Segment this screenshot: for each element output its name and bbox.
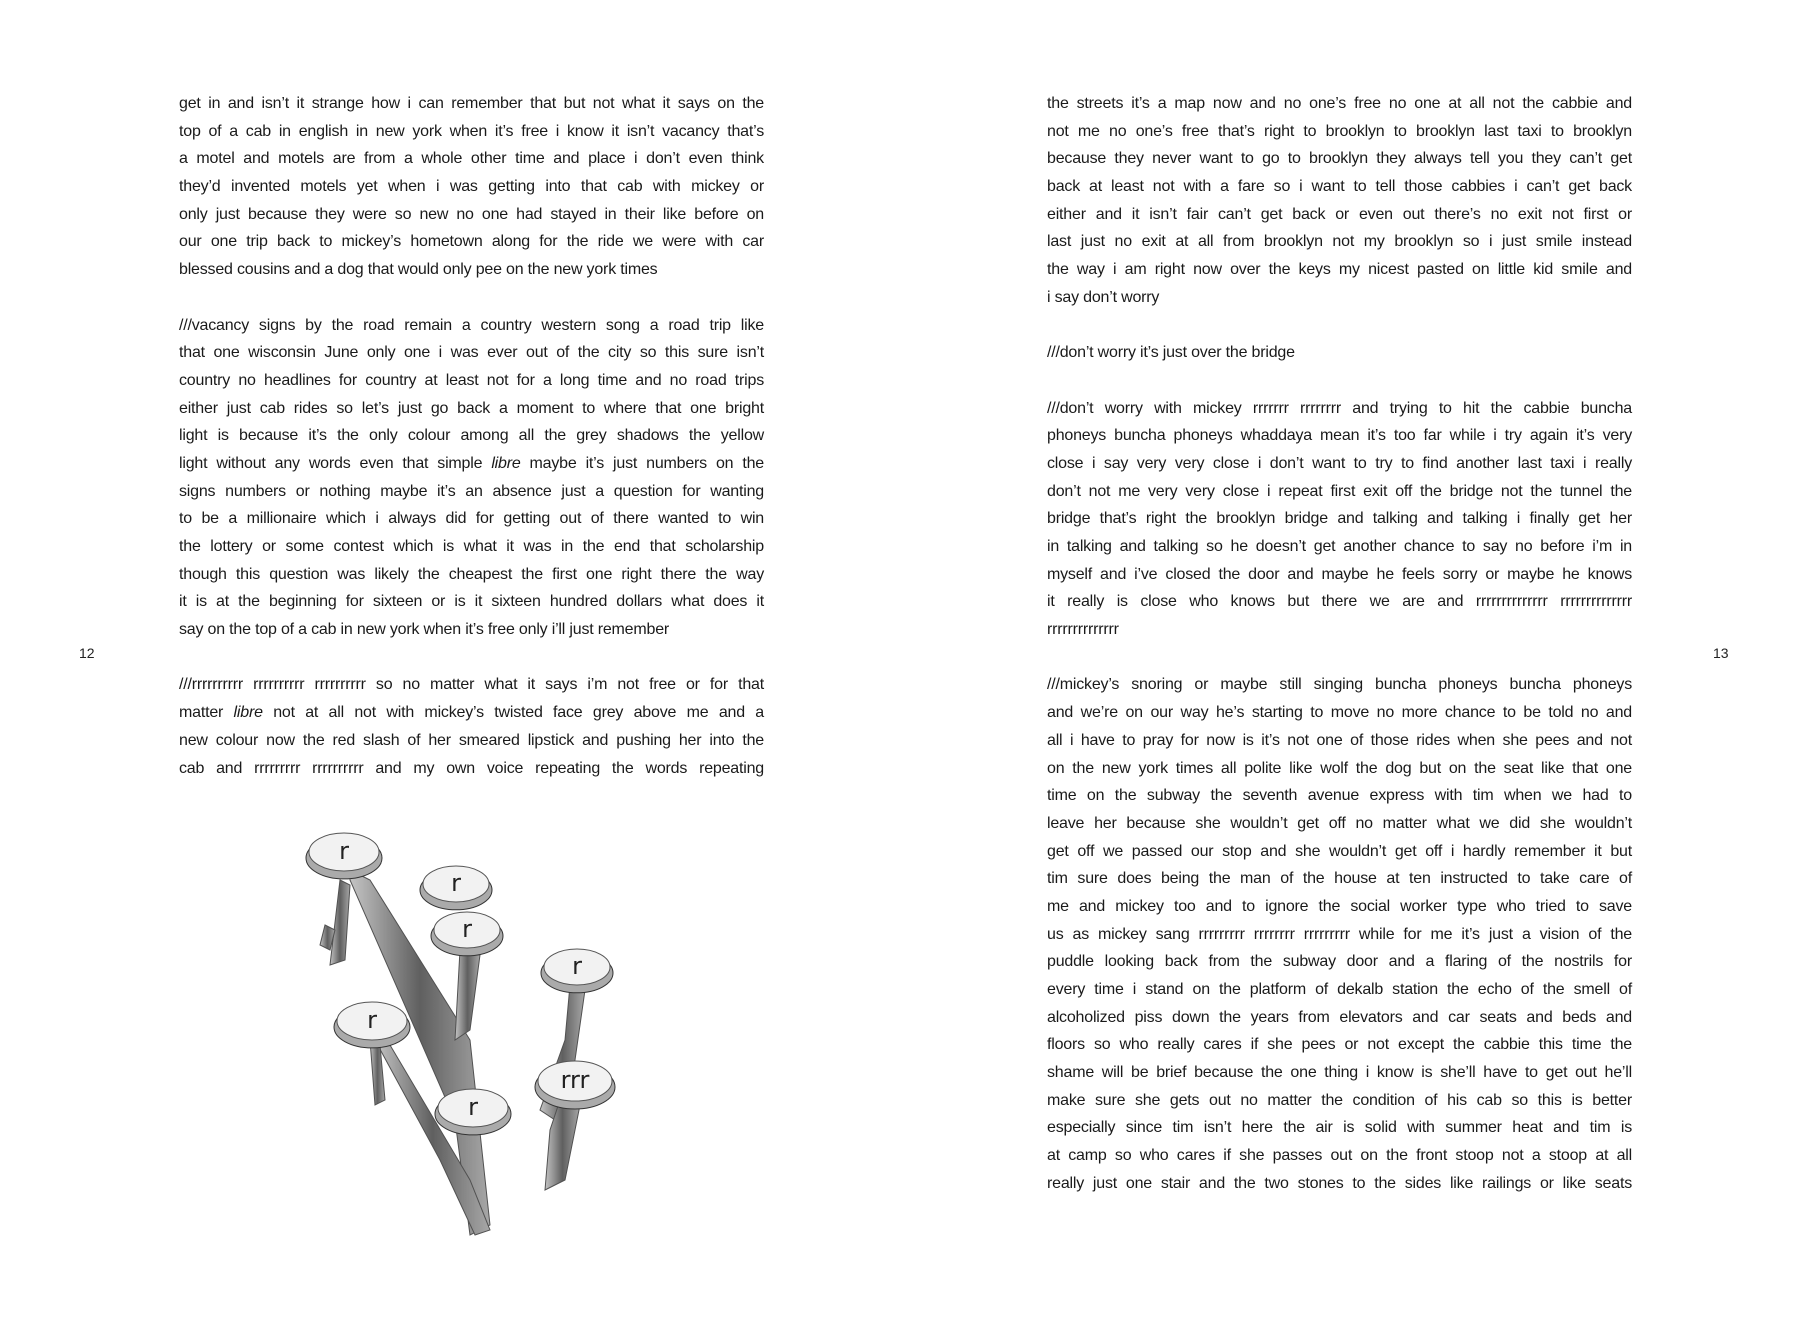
key-label: r bbox=[367, 1006, 377, 1034]
text-line: top of a cab in english in new york when it’s free i know it isn’t vacancy that’s bbox=[179, 122, 764, 140]
page-number-right: 13 bbox=[1713, 645, 1729, 661]
right-page-text bbox=[1047, 90, 1632, 1225]
text-line: all i have to pray for now is it’s not one of those rides when she pees and not bbox=[1047, 731, 1632, 749]
text-line: light is because it’s the only colour among all the grey shadows the yellow bbox=[179, 427, 764, 445]
typewriter-key bbox=[306, 833, 382, 879]
paragraph bbox=[179, 90, 764, 284]
text-line: only just because they were so new no one had stayed in their like before on bbox=[179, 205, 764, 223]
text-line: either just cab rides so let’s just go back a moment to where that one bright bbox=[179, 399, 764, 417]
text-line: back at least not with a fare so i want to tell those cabbies i can’t get back bbox=[1047, 178, 1632, 196]
paragraph bbox=[1047, 339, 1632, 367]
text-line: it really is close who knows but there we are and rrrrrrrrrrrrrr rrrrrrrrrrrrrr bbox=[1047, 593, 1632, 611]
text-line: in talking and talking so he doesn’t get another chance to say no before i’m in bbox=[1047, 538, 1632, 555]
typewriter-key bbox=[535, 1061, 615, 1109]
text-line: ///mickey’s snoring or maybe still singing buncha phoneys buncha phoneys bbox=[1047, 676, 1632, 694]
text-line: get off we passed our stop and she wouldn’t get off i hardly remember it but bbox=[1047, 842, 1632, 860]
text-line: they’d invented motels yet when i was getting into that cab with mickey or bbox=[179, 178, 764, 196]
key-label: r bbox=[462, 915, 472, 943]
text-line: us as mickey sang rrrrrrrrr rrrrrrrr rrrrrrrrr while for me it’s just a vision of the bbox=[1047, 925, 1632, 943]
key-label: r bbox=[339, 837, 349, 865]
text-line: leave her because she wouldn’t get off no matter what we did she wouldn’t bbox=[1047, 814, 1632, 832]
text-line: last just no exit at all from brooklyn not my brooklyn so i just smile instead bbox=[1047, 233, 1632, 251]
typewriter-key bbox=[541, 949, 613, 993]
text-line: floors so who really cares if she pees or not except the cabbie this time the bbox=[1047, 1036, 1632, 1054]
italic-word: libre bbox=[491, 454, 521, 472]
text-segment: maybe it’s just numbers on the bbox=[520, 454, 765, 472]
typewriter-key bbox=[435, 1089, 511, 1135]
text-line: really just one stair and the two stones to the sides like railings or like seats bbox=[1047, 1174, 1632, 1192]
text-line: to be a millionaire which i always did for getting out of there wanted to win bbox=[179, 510, 764, 528]
text-segment: matter bbox=[179, 704, 234, 722]
text-line: shame will be brief because the one thing i know is she’ll have to get out he’ll bbox=[1047, 1064, 1632, 1082]
text-line: and we’re on our way he’s starting to move no more chance to be told no and bbox=[1047, 704, 1632, 722]
italic-word: libre bbox=[233, 704, 263, 722]
text-line: make sure she gets out no matter the condition of his cab so this is better bbox=[1047, 1091, 1632, 1109]
text-line: at camp so who cares if she passes out on the front stoop not a stoop at all bbox=[1047, 1147, 1632, 1165]
paragraph bbox=[1047, 671, 1632, 1197]
text-line: every time i stand on the platform of dekalb station the echo of the smell of bbox=[1047, 981, 1632, 998]
text-segment: not at all not with mickey’s twisted face grey above me and a bbox=[262, 704, 765, 722]
typewriter-keys-illustration bbox=[280, 815, 650, 1240]
text-line: either and it isn’t fair can’t get back or even out there’s no exit not first or bbox=[1047, 205, 1632, 223]
text-line: i say don’t worry bbox=[1047, 288, 1160, 306]
text-line: that one wisconsin June only one i was ever out of the city so this sure isn’t bbox=[179, 344, 764, 362]
typewriter-key bbox=[334, 1002, 410, 1048]
text-line: ///don’t worry with mickey rrrrrrr rrrrrrrr and trying to hit the cabbie buncha bbox=[1047, 399, 1632, 417]
text-line bbox=[179, 699, 764, 727]
text-line: ///don’t worry it’s just over the bridge bbox=[1047, 344, 1295, 362]
typewriter-key bbox=[431, 912, 503, 956]
page-number-left: 12 bbox=[79, 645, 95, 661]
text-line: me and mickey too and to ignore the social worker type who tried to save bbox=[1047, 897, 1632, 915]
text-line: don’t not me very very close i repeat first exit off the bridge not the tunnel the bbox=[1047, 482, 1632, 500]
text-line: puddle looking back from the subway door and a flaring of the nostrils for bbox=[1047, 953, 1632, 971]
text-line: it is at the beginning for sixteen or is it sixteen hundred dollars what does it bbox=[179, 593, 764, 611]
text-line: though this question was likely the cheapest the first one right there the way bbox=[179, 565, 764, 583]
paragraph bbox=[179, 312, 764, 644]
text-line: the lottery or some contest which is what it was in the end that scholarship bbox=[179, 538, 764, 555]
text-line: new colour now the red slash of her smeared lipstick and pushing her into the bbox=[179, 731, 764, 749]
text-line: rrrrrrrrrrrrrr bbox=[1047, 621, 1119, 639]
text-line: our one trip back to mickey’s hometown along for the ride we were with car bbox=[179, 233, 764, 251]
text-line: tim sure does being the man of the house at ten instructed to take care of bbox=[1047, 870, 1632, 888]
text-line: bridge that’s right the brooklyn bridge and talking and talking i finally get her bbox=[1047, 510, 1632, 528]
text-line: ///rrrrrrrrrr rrrrrrrrrr rrrrrrrrrr so no matter what it says i’m not free or for that bbox=[179, 676, 764, 694]
text-line: country no headlines for country at least not for a long time and no road trips bbox=[179, 371, 764, 389]
left-page-text bbox=[179, 90, 764, 810]
text-line: cab and rrrrrrrrr rrrrrrrrrr and my own voice repeating the words repeating bbox=[179, 759, 764, 777]
text-line: not me no one’s free that’s right to brooklyn to brooklyn last taxi to brooklyn bbox=[1047, 122, 1632, 140]
text-line bbox=[179, 450, 764, 478]
text-line: because they never want to go to brooklyn they always tell you they can’t get bbox=[1047, 150, 1632, 168]
text-line: ///vacancy signs by the road remain a country western song a road trip like bbox=[179, 316, 764, 334]
text-line: the streets it’s a map now and no one’s free no one at all not the cabbie and bbox=[1047, 95, 1632, 112]
text-line: close i say very very close i don’t want to try to find another last taxi i really bbox=[1047, 454, 1632, 472]
text-line: phoneys buncha phoneys whaddaya mean it’s too far while i try again it’s very bbox=[1047, 427, 1632, 445]
paragraph bbox=[1047, 90, 1632, 312]
text-line: on the new york times all polite like wolf the dog but on the seat like that one bbox=[1047, 759, 1632, 777]
paragraph bbox=[1047, 395, 1632, 644]
typewriter-key bbox=[420, 866, 492, 910]
text-line: a motel and motels are from a whole other time and place i don’t even think bbox=[179, 150, 764, 168]
text-segment: light without any words even that simple bbox=[179, 454, 492, 472]
text-line: say on the top of a cab in new york when it’s free only i’ll just remember bbox=[179, 621, 670, 639]
key-label: r bbox=[451, 869, 461, 897]
key-label: r bbox=[468, 1093, 478, 1121]
paragraph bbox=[179, 671, 764, 782]
text-line: time on the subway the seventh avenue express with tim when we had to bbox=[1047, 787, 1632, 805]
key-label: rrr bbox=[560, 1066, 590, 1094]
text-line: alcoholized piss down the years from elevators and car seats and beds and bbox=[1047, 1008, 1632, 1026]
text-line: blessed cousins and a dog that would only pee on the new york times bbox=[179, 261, 658, 279]
text-line: myself and i’ve closed the door and maybe he feels sorry or maybe he knows bbox=[1047, 565, 1632, 583]
text-line: get in and isn’t it strange how i can remember that but not what it says on the bbox=[179, 95, 764, 112]
text-line: especially since tim isn’t here the air is solid with summer heat and tim is bbox=[1047, 1119, 1632, 1137]
key-label: r bbox=[572, 952, 582, 980]
text-line: the way i am right now over the keys my nicest pasted on little kid smile and bbox=[1047, 261, 1632, 279]
text-line: signs numbers or nothing maybe it’s an absence just a question for wanting bbox=[179, 482, 764, 500]
